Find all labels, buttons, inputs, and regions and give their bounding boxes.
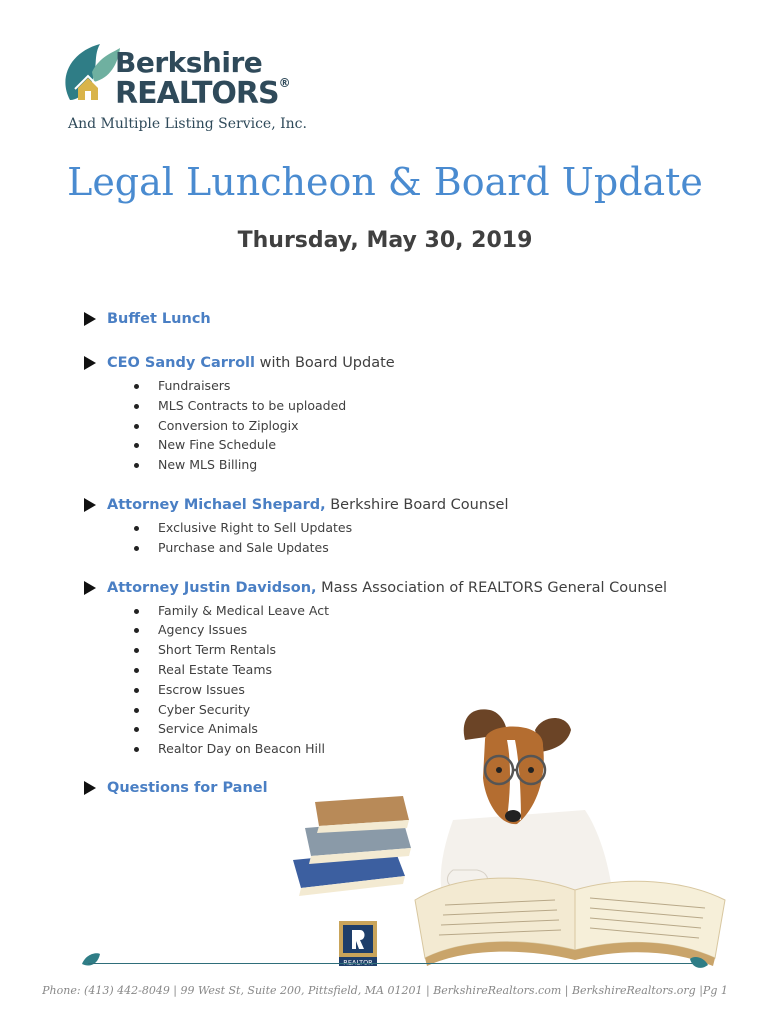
arrow-bullet-icon xyxy=(84,356,96,370)
agenda-item-heading xyxy=(84,308,704,330)
agenda-subitem: Escrow Issues xyxy=(134,680,704,700)
agenda-item-ceo xyxy=(84,352,704,475)
logo-word-realtors xyxy=(115,76,290,111)
agenda-subitem: Fundraisers xyxy=(134,376,704,396)
agenda-subitem: Conversion to Ziplogix xyxy=(134,416,704,436)
agenda-subitem-list xyxy=(84,518,704,558)
agenda-item-heading xyxy=(84,352,704,374)
agenda-item-detail: Berkshire Board Counsel xyxy=(325,496,509,513)
agenda-item-detail: Mass Association of REALTORS General Counsel xyxy=(316,579,668,596)
agenda-item-highlight: Buffet Lunch xyxy=(107,311,211,327)
agenda-subitem: New Fine Schedule xyxy=(134,435,704,455)
agenda-subitem: Short Term Rentals xyxy=(134,640,704,660)
agenda-subitem: MLS Contracts to be uploaded xyxy=(134,396,704,416)
agenda-subitem: Service Animals xyxy=(134,719,704,739)
realtor-badge-icon xyxy=(338,920,378,966)
footer-contact: Phone: (413) 442-8049 | 99 West St, Suite 200, Pittsfield, MA 01201 | BerkshireRealtors.com | BerkshireRealtors.org |Pg 1 xyxy=(42,984,728,997)
arrow-bullet-icon xyxy=(84,498,96,512)
agenda-subitem: New MLS Billing xyxy=(134,455,704,475)
agenda-subitem: Real Estate Teams xyxy=(134,660,704,680)
agenda-item-highlight: CEO Sandy Carroll xyxy=(107,355,255,371)
logo-realtors-text: REALTORS xyxy=(115,76,279,111)
agenda-subitem: Family & Medical Leave Act xyxy=(134,601,704,621)
agenda-item-shepard xyxy=(84,494,704,558)
agenda-item-detail: with Board Update xyxy=(254,355,395,371)
agenda-subitem: Purchase and Sale Updates xyxy=(134,538,704,558)
realtor-badge-graphic xyxy=(338,920,378,966)
registered-mark: ® xyxy=(278,76,290,90)
agenda-item-buffet xyxy=(84,308,704,330)
agenda-subitem: Cyber Security xyxy=(134,700,704,720)
footer-divider xyxy=(88,963,698,964)
arrow-bullet-icon xyxy=(84,781,96,795)
leaf-left-icon xyxy=(80,952,102,972)
agenda-item-highlight: Attorney Michael Shepard, xyxy=(107,496,326,513)
page-title: Legal Luncheon & Board Update xyxy=(67,160,703,204)
agenda-item-heading xyxy=(84,494,704,516)
agenda-subitem: Agency Issues xyxy=(134,620,704,640)
agenda-item-highlight: Questions for Panel xyxy=(107,779,268,796)
agenda-subitem-list xyxy=(84,376,704,475)
open-book-icon xyxy=(415,878,725,966)
logo-word-berkshire: Berkshire xyxy=(115,46,263,79)
arrow-bullet-icon xyxy=(84,581,96,595)
agenda-item-heading xyxy=(84,577,704,599)
agenda-subitem: Realtor Day on Beacon Hill xyxy=(134,739,704,759)
leaf-house-logo-icon xyxy=(62,38,122,110)
agenda-item-highlight: Attorney Justin Davidson, xyxy=(107,579,317,596)
book-stack-icon xyxy=(293,796,411,896)
logo-subtitle: And Multiple Listing Service, Inc. xyxy=(68,116,307,132)
event-date: Thursday, May 30, 2019 xyxy=(237,228,533,253)
arrow-bullet-icon xyxy=(84,312,96,326)
berkshire-realtors-logo xyxy=(60,38,307,138)
agenda-subitem: Exclusive Right to Sell Updates xyxy=(134,518,704,538)
leaf-right-icon xyxy=(688,955,710,975)
